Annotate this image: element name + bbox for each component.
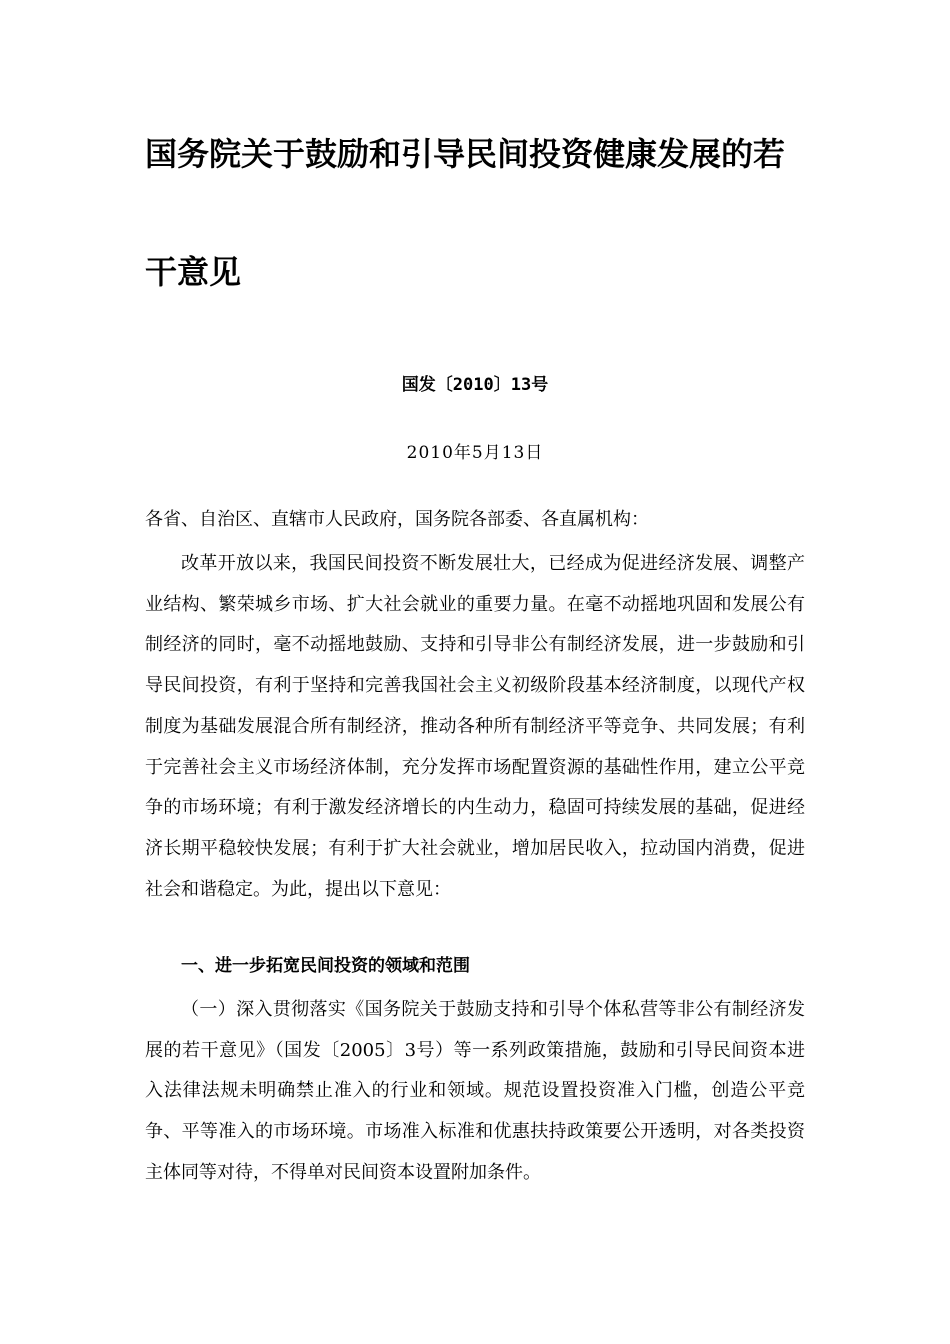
section-1-paragraph-1: （一）深入贯彻落实《国务院关于鼓励支持和引导个体私营等非公有制经济发展的若干意见》（国发〔2005〕3号）等一系列政策措施，鼓励和引导民间资本进入法律法规未明确禁止准入的行业和领域。规范设置投资准入门槛，创造公平竞争、平等准入的市场环境。市场准入标准和优惠扶持政策要公开透明，对各类投资主体同等对待，不得单对民间资本设置附加条件。	[145, 999, 805, 1183]
intro-paragraph: 改革开放以来，我国民间投资不断发展壮大，已经成为促进经济发展、调整产业结构、繁荣城乡市场、扩大社会就业的重要力量。在毫不动摇地巩固和发展公有制经济的同时，毫不动摇地鼓励、支持和引导非公有制经济发展，进一步鼓励和引导民间投资，有利于坚持和完善我国社会主义初级阶段基本经济制度，以现代产权制度为基础发展混合所有制经济，推动各种所有制经济平等竞争、共同发展；有利于完善社会主义市场经济体制，充分发挥市场配置资源的基础性作用，建立公平竞争的市场环境；有利于激发经济增长的内生动力，稳固可持续发展的基础，促进经济长期平稳较快发展；有利于扩大社会就业，增加居民收入，拉动国内消费，促进社会和谐稳定。为此，提出以下意见：	[145, 553, 805, 900]
section-heading-1: 一、进一步拓宽民间投资的领域和范围	[181, 956, 470, 976]
document-title-line-2: 干意见	[145, 253, 242, 291]
document-date: 2010年5月13日	[406, 443, 544, 463]
document-number: 国发〔2010〕13号	[401, 375, 549, 395]
salutation: 各省、自治区、直辖市人民政府，国务院各部委、各直属机构：	[145, 509, 649, 530]
document-title-line-1: 国务院关于鼓励和引导民间投资健康发展的若	[145, 135, 786, 173]
